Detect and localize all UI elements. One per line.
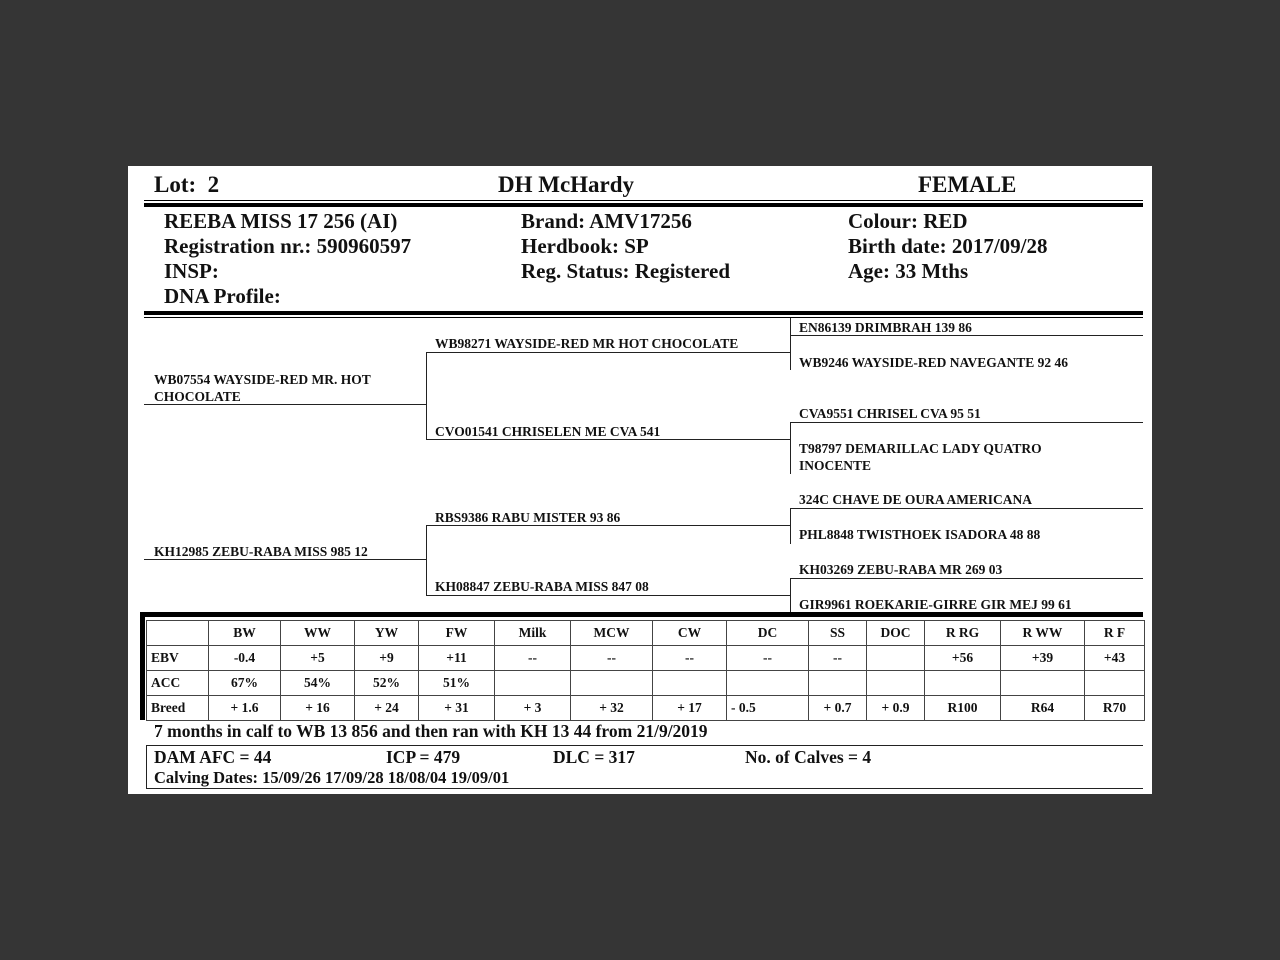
lot-card — [128, 166, 1152, 794]
reg-status: Reg. Status: Registered — [521, 259, 730, 283]
table-cell: 51% — [419, 671, 495, 696]
insp: INSP: — [164, 259, 219, 283]
sex: FEMALE — [918, 172, 1017, 197]
line-ds-branch — [790, 508, 791, 544]
pedigree-sds: CVA9551 CHRISEL CVA 95 51 — [799, 406, 981, 421]
table-cell: R64 — [1001, 696, 1085, 721]
col-header: YW — [355, 621, 419, 646]
pedigree-sdd: T98797 DEMARILLAC LADY QUATRO INOCENTE — [799, 441, 1042, 473]
age: Age: 33 Mths — [848, 259, 969, 283]
line-dam — [144, 559, 426, 560]
col-header: R F — [1085, 621, 1145, 646]
table-cell: + 0.9 — [867, 696, 925, 721]
line-dds — [790, 578, 1143, 579]
lot-label: Lot: — [154, 172, 197, 197]
row-label: EBV — [147, 646, 209, 671]
col-header: MCW — [571, 621, 653, 646]
table-cell: +56 — [925, 646, 1001, 671]
col-header: BW — [209, 621, 281, 646]
col-header: DOC — [867, 621, 925, 646]
table-cell: R70 — [1085, 696, 1145, 721]
table-cell: + 0.7 — [809, 696, 867, 721]
col-header: Milk — [495, 621, 571, 646]
table-rule-left — [140, 612, 145, 720]
dam-afc: DAM AFC = 44 — [154, 747, 272, 767]
pedigree-ddd: GIR9961 ROEKARIE-GIRRE GIR MEJ 99 61 — [799, 597, 1072, 612]
line-sd — [426, 439, 790, 440]
pedigree-dam: KH12985 ZEBU-RABA MISS 985 12 — [154, 544, 368, 559]
table-cell — [571, 671, 653, 696]
breeder-name: DH McHardy — [498, 172, 635, 197]
pedigree-sire: WB07554 WAYSIDE-RED MR. HOT CHOCOLATE — [154, 372, 371, 404]
table-cell: -0.4 — [209, 646, 281, 671]
dlc: DLC = 317 — [553, 747, 635, 767]
dna-profile: DNA Profile: — [164, 284, 281, 308]
table-cell — [867, 646, 925, 671]
line-dd — [426, 595, 790, 596]
line-sire-branch — [426, 352, 427, 439]
table-row — [147, 671, 1145, 696]
col-header — [147, 621, 209, 646]
pedigree-ssd: WB9246 WAYSIDE-RED NAVEGANTE 92 46 — [799, 355, 1069, 370]
table-cell: +43 — [1085, 646, 1145, 671]
header-rule-thick — [144, 203, 1143, 207]
row-label: Breed — [147, 696, 209, 721]
bottom-rule — [146, 788, 1143, 789]
ebv-header-row — [147, 621, 1145, 646]
pedigree-dss: 324C CHAVE DE OURA AMERICANA — [799, 492, 1033, 507]
col-header: R WW — [1001, 621, 1085, 646]
pregnancy-note: 7 months in calf to WB 13 856 and then ran with KH 13 44 from 21/9/2019 — [154, 721, 708, 741]
table-cell — [867, 671, 925, 696]
col-header: CW — [653, 621, 727, 646]
line-dd-branch — [790, 578, 791, 612]
registration-number: Registration nr.: 590960597 — [164, 234, 412, 258]
line-sss — [790, 335, 1143, 336]
line-sire — [144, 404, 426, 405]
table-cell: -- — [727, 646, 809, 671]
number-of-calves: No. of Calves = 4 — [745, 747, 872, 767]
table-rule-top — [140, 612, 1143, 617]
table-cell — [925, 671, 1001, 696]
row-label: ACC — [147, 671, 209, 696]
animal-name: REEBA MISS 17 256 (AI) — [164, 209, 398, 233]
table-cell: 54% — [281, 671, 355, 696]
notes-rule — [146, 745, 1143, 746]
pedigree-dam-dam: KH08847 ZEBU-RABA MISS 847 08 — [435, 579, 649, 594]
notes-left-rule — [146, 745, 147, 789]
table-cell — [495, 671, 571, 696]
table-cell: + 32 — [571, 696, 653, 721]
table-cell: + 17 — [653, 696, 727, 721]
table-cell — [653, 671, 727, 696]
animal-info-col-1 — [164, 209, 411, 309]
colour: Colour: RED — [848, 209, 968, 233]
table-cell: +5 — [281, 646, 355, 671]
line-dss — [790, 508, 1143, 509]
table-cell: +9 — [355, 646, 419, 671]
pedigree-dds: KH03269 ZEBU-RABA MR 269 03 — [799, 562, 1003, 577]
info-rule-thick — [144, 311, 1143, 315]
brand: Brand: AMV17256 — [521, 209, 692, 233]
ebv-table — [146, 620, 1145, 721]
table-cell: + 3 — [495, 696, 571, 721]
table-cell — [1001, 671, 1085, 696]
line-ss — [426, 352, 790, 353]
col-header: WW — [281, 621, 355, 646]
table-cell — [809, 671, 867, 696]
header-rule-thin — [144, 200, 1143, 201]
table-cell: -- — [571, 646, 653, 671]
table-cell: -- — [653, 646, 727, 671]
line-ds — [426, 525, 790, 526]
table-cell: + 16 — [281, 696, 355, 721]
table-cell: + 31 — [419, 696, 495, 721]
icp: ICP = 479 — [386, 747, 461, 767]
table-cell: - 0.5 — [727, 696, 809, 721]
pedigree-dsd: PHL8848 TWISTHOEK ISADORA 48 88 — [799, 527, 1041, 542]
animal-info-col-2 — [521, 209, 730, 284]
col-header: R RG — [925, 621, 1001, 646]
col-header: SS — [809, 621, 867, 646]
table-cell: +39 — [1001, 646, 1085, 671]
table-cell: -- — [809, 646, 867, 671]
line-ss-branch — [790, 318, 791, 370]
table-cell: R100 — [925, 696, 1001, 721]
table-cell: -- — [495, 646, 571, 671]
calving-dates: Calving Dates: 15/09/26 17/09/28 18/08/04 19/09/01 — [154, 768, 510, 787]
col-header: DC — [727, 621, 809, 646]
line-sds — [790, 422, 1143, 423]
lot-number — [154, 172, 219, 198]
pedigree-sss: EN86139 DRIMBRAH 139 86 — [799, 320, 972, 335]
info-rule-thin — [144, 317, 1143, 318]
table-cell — [727, 671, 809, 696]
table-cell: + 24 — [355, 696, 419, 721]
birth-date: Birth date: 2017/09/28 — [848, 234, 1048, 258]
col-header: FW — [419, 621, 495, 646]
table-cell: + 1.6 — [209, 696, 281, 721]
herdbook: Herdbook: SP — [521, 234, 649, 258]
table-row — [147, 646, 1145, 671]
pedigree-dam-sire: RBS9386 RABU MISTER 93 86 — [435, 510, 621, 525]
table-row — [147, 696, 1145, 721]
table-cell — [1085, 671, 1145, 696]
table-cell: +11 — [419, 646, 495, 671]
line-sd-branch — [790, 422, 791, 474]
table-cell: 52% — [355, 671, 419, 696]
pedigree-sire-sire: WB98271 WAYSIDE-RED MR HOT CHOCOLATE — [435, 336, 739, 351]
table-cell: 67% — [209, 671, 281, 696]
pedigree-sire-dam: CVO01541 CHRISELEN ME CVA 541 — [435, 424, 661, 439]
animal-info-col-3 — [848, 209, 1048, 284]
lot-value: 2 — [207, 172, 220, 197]
line-dam-branch — [426, 525, 427, 595]
